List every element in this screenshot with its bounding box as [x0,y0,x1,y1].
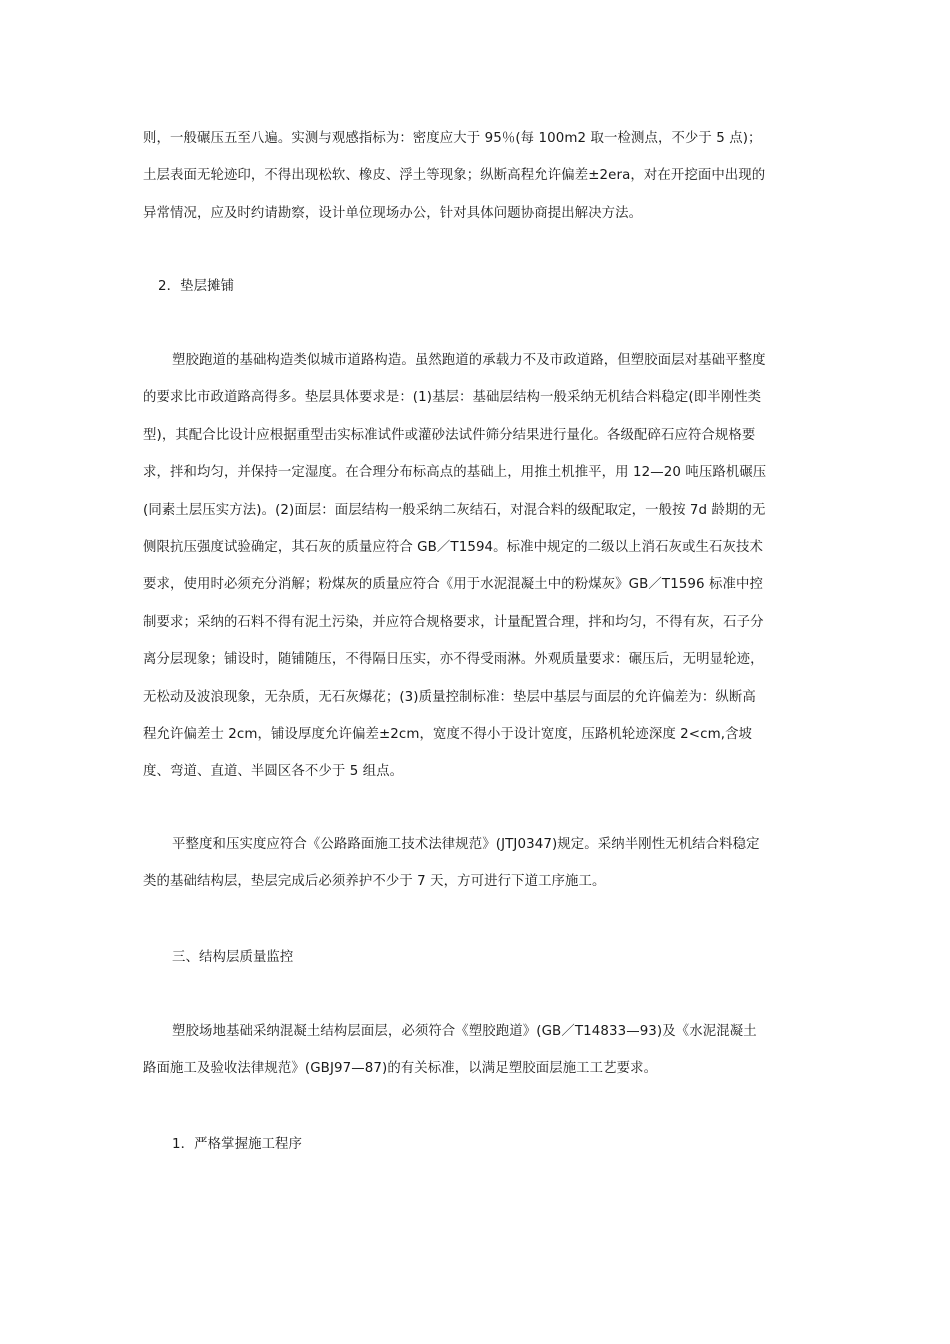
text-line: 程允许偏差士 2cm，铺设厚度允许偏差±2cm，宽度不得小于设计宽度，压路机轮迹深度 2<cm,含坡 [143,727,753,743]
paragraph-flatness-standard [143,826,811,901]
text-line: 侧限抗压强度试验确定，其石灰的质量应符合 GB／T1594。标准中规定的二级以上消石灰或生石灰技术 [143,540,763,556]
text-line: 平整度和压实度应符合《公路路面施工技术法律规范》(JTJ0347)规定。采纳半刚性无机结合料稳定 [172,837,760,852]
text-line: 土层表面无轮迹印，不得出现松软、橡皮、浮土等现象；纵断高程允许偏差±2era，对在开挖面中出现的 [143,168,766,184]
text-line: 制要求；采纳的石料不得有泥土污染，并应符合规格要求，计量配置合理，拌和均匀，不得有灰，石子分 [143,614,764,630]
text-line: 要求，使用时必须充分消解；粉煤灰的质量应符合《用于水泥混凝土中的粉煤灰》GB／T1596 标准中控 [143,577,763,593]
text-line: 类的基础结构层，垫层完成后必须养护不少于 7 天，方可进行下道工序施工。 [143,874,606,890]
section-heading-structure-quality: 三、结构层质量监控 [172,950,294,965]
paragraph-cushion-requirements [143,342,811,791]
text-line: 则，一般碾压五至八遍。实测与观感指标为：密度应大于 95％(每 100m2 取一检测点，不少于 5 点)； [143,131,762,146]
text-line: 求，拌和均匀，并保持一定湿度。在合理分布标高点的基础上，用推土机推平，用 12—20 吨压路机碾压 [143,465,767,481]
section-heading-construction-procedure: 1．严格掌握施工程序 [172,1137,303,1152]
text-line: 塑胶场地基础采纳混凝土结构层面层，必须符合《塑胶跑道》(GB／T14833—93)及《水泥混凝土 [172,1024,757,1039]
text-line: 离分层现象；铺设时，随铺随压，不得隔日压实，亦不得受雨淋。外观质量要求：碾压后，无明显轮迹， [143,652,764,668]
text-line: 型)，其配合比设计应根据重型击实标准试件或灌砂法试件筛分结果进行量化。各级配碎石应符合规格要 [143,427,756,443]
section-heading-cushion-layer: 2．垫层摊铺 [158,279,235,294]
text-line: (同素土层压实方法)。(2)面层：面层结构一般采纳二灰结石，对混合料的级配取定，一般按 7d 龄期的无 [143,502,766,518]
text-line: 路面施工及验收法律规范》(GBJ97—87)的有关标准，以满足塑胶面层施工工艺要求。 [143,1061,658,1077]
text-line: 无松动及波浪现象，无杂质，无石灰爆花；(3)质量控制标准：垫层中基层与面层的允许偏差为：纵断高 [143,689,756,705]
paragraph-compaction-criteria [143,120,811,232]
text-line: 塑胶跑道的基础构造类似城市道路构造。虽然跑道的承载力不及市政道路，但塑胶面层对基础平整度 [172,353,766,368]
paragraph-concrete-standard [143,1013,811,1088]
text-line: 异常情况，应及时约请勘察，设计单位现场办公，针对具体问题协商提出解决方法。 [143,205,643,221]
text-line: 的要求比市政道路高得多。垫层具体要求是：(1)基层：基础层结构一般采纳无机结合料稳定(即半刚性类 [143,390,762,406]
text-line: 度、弯道、直道、半圆区各不少于 5 组点。 [143,764,404,780]
